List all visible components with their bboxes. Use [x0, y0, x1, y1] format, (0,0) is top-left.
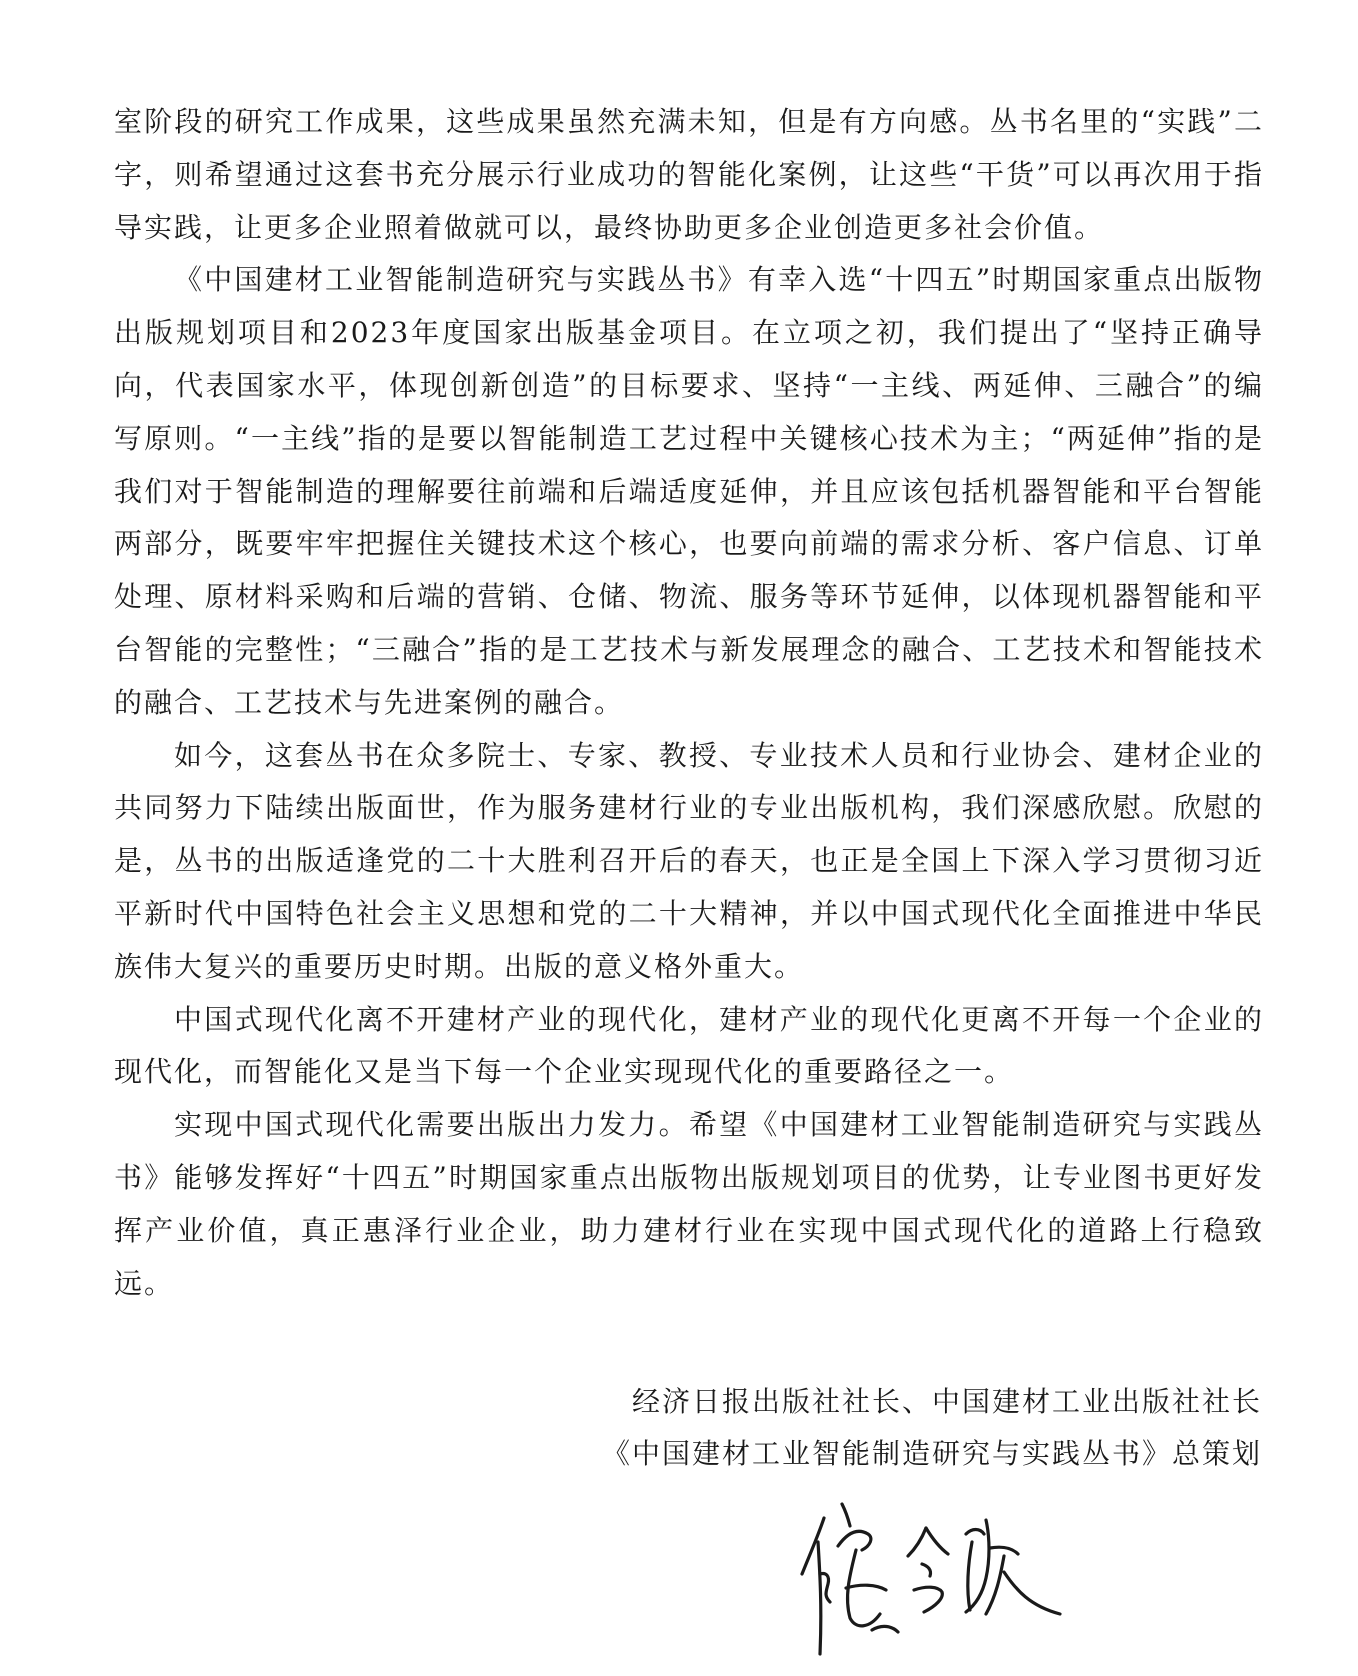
paragraph-2: 《中国建材工业智能制造研究与实践丛书》有幸入选“十四五”时期国家重点出版物出版规划项目和2023年度国家出版基金项目。在立项之初，我们提出了“坚持正确导向，代表国家水平，体现创新创造”的目标要求、坚持“一主线、两延伸、三融合”的编写原则。“一主线”指的是要以智能制造工艺过程中关键核心技术为主；“两延伸”指的是我们对于智能制造的理解要往前端和后端适度延伸，并且应该包括机器智能和平台智能两部分，既要牢牢把握住关键技术这个核心，也要向前端的需求分析、客户信息、订单处理、原材料采购和后端的营销、仓储、物流、服务等环节延伸，以体现机器智能和平台智能的完整性；“三融合”指的是工艺技术与新发展理念的融合、工艺技术和智能技术的融合、工艺技术与先进案例的融合。	[114, 263, 1264, 719]
author-title: 经济日报出版社社长、中国建材工业出版社社长	[631, 1385, 1262, 1418]
paragraph-4: 中国式现代化离不开建材产业的现代化，建材产业的现代化更离不开每一个企业的现代化，而智能化又是当下每一个企业实现现代化的重要路径之一。	[114, 1002, 1264, 1089]
author-role: 《中国建材工业智能制造研究与实践丛书》总策划	[601, 1437, 1262, 1470]
paragraph-3: 如今，这套丛书在众多院士、专家、教授、专业技术人员和行业协会、建材企业的共同努力下陆续出版面世，作为服务建材行业的专业出版机构，我们深感欣慰。欣慰的是，丛书的出版适逢党的二十大胜利召开后的春天，也正是全国上下深入学习贯彻习近平新时代中国特色社会主义思想和党的二十大精神，并以中国式现代化全面推进中华民族伟大复兴的重要历史时期。出版的意义格外重大。	[114, 738, 1264, 983]
closing-block	[502, 1376, 1262, 1480]
paragraph-1: 室阶段的研究工作成果，这些成果虽然充满未知，但是有方向感。丛书名里的“实践”二字，则希望通过这套书充分展示行业成功的智能化案例，让这些“干货”可以再次用于指导实践，让更多企业照着做就可以，最终协助更多企业创造更多社会价值。	[114, 105, 1264, 244]
body-text	[114, 96, 1264, 1310]
signature-strokes	[802, 1504, 1060, 1654]
handwritten-signature-icon	[790, 1478, 1070, 1668]
paragraph-5: 实现中国式现代化需要出版出力发力。希望《中国建材工业智能制造研究与实践丛书》能够发挥好“十四五”时期国家重点出版物出版规划项目的优势，让专业图书更好发挥产业价值，真正惠泽行业企业，助力建材行业在实现中国式现代化的道路上行稳致远。	[114, 1108, 1264, 1300]
